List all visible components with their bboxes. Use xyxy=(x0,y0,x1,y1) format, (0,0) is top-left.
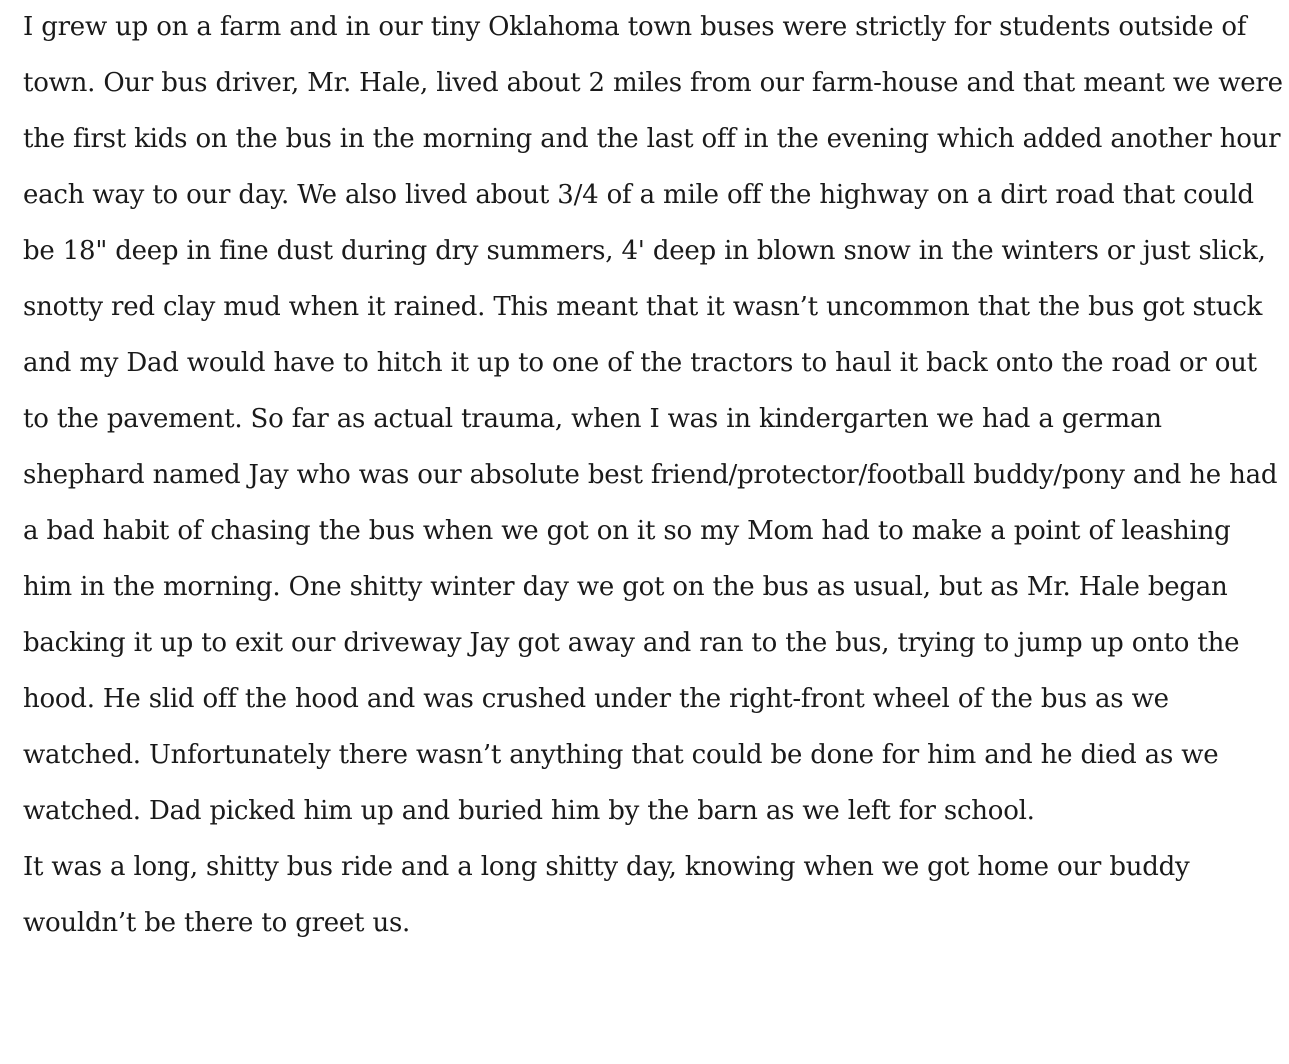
article-paragraph-2: It was a long, shitty bus ride and a long shitty day, knowing when we got home our buddy wouldn’t be there to greet us. xyxy=(23,852,1190,938)
article-body xyxy=(23,0,1285,951)
article-paragraph-1: I grew up on a farm and in our tiny Oklahoma town buses were strictly for students outside of town. Our bus driver, Mr. Hale, lived about 2 miles from our farm-house and that meant we were the first kids on the bus in the morning and the last off in the evening which added another hour each way to our day. We also lived about 3/4 of a mile off the highway on a dirt road that could be 18" deep in fine dust during dry summers, 4' deep in blown snow in the winters or just slick, snotty red clay mud when it rained. This meant that it wasn’t uncommon that the bus got stuck and my Dad would have to hitch it up to one of the tractors to haul it back onto the road or out to the pavement. So far as actual trauma, when I was in kindergarten we had a german shephard named Jay who was our absolute best friend/protector/football buddy/pony and he had a bad habit of chasing the bus when we got on it so my Mom had to make a point of leashing him in the morning. One shitty winter day we got on the bus as usual, but as Mr. Hale began backing it up to exit our driveway Jay got away and ran to the bus, trying to jump up onto the hood. He slid off the hood and was crushed under the right-front wheel of the bus as we watched. Unfortunately there wasn’t anything that could be done for him and he died as we watched. Dad picked him up and buried him by the barn as we left for school. xyxy=(23,12,1283,826)
